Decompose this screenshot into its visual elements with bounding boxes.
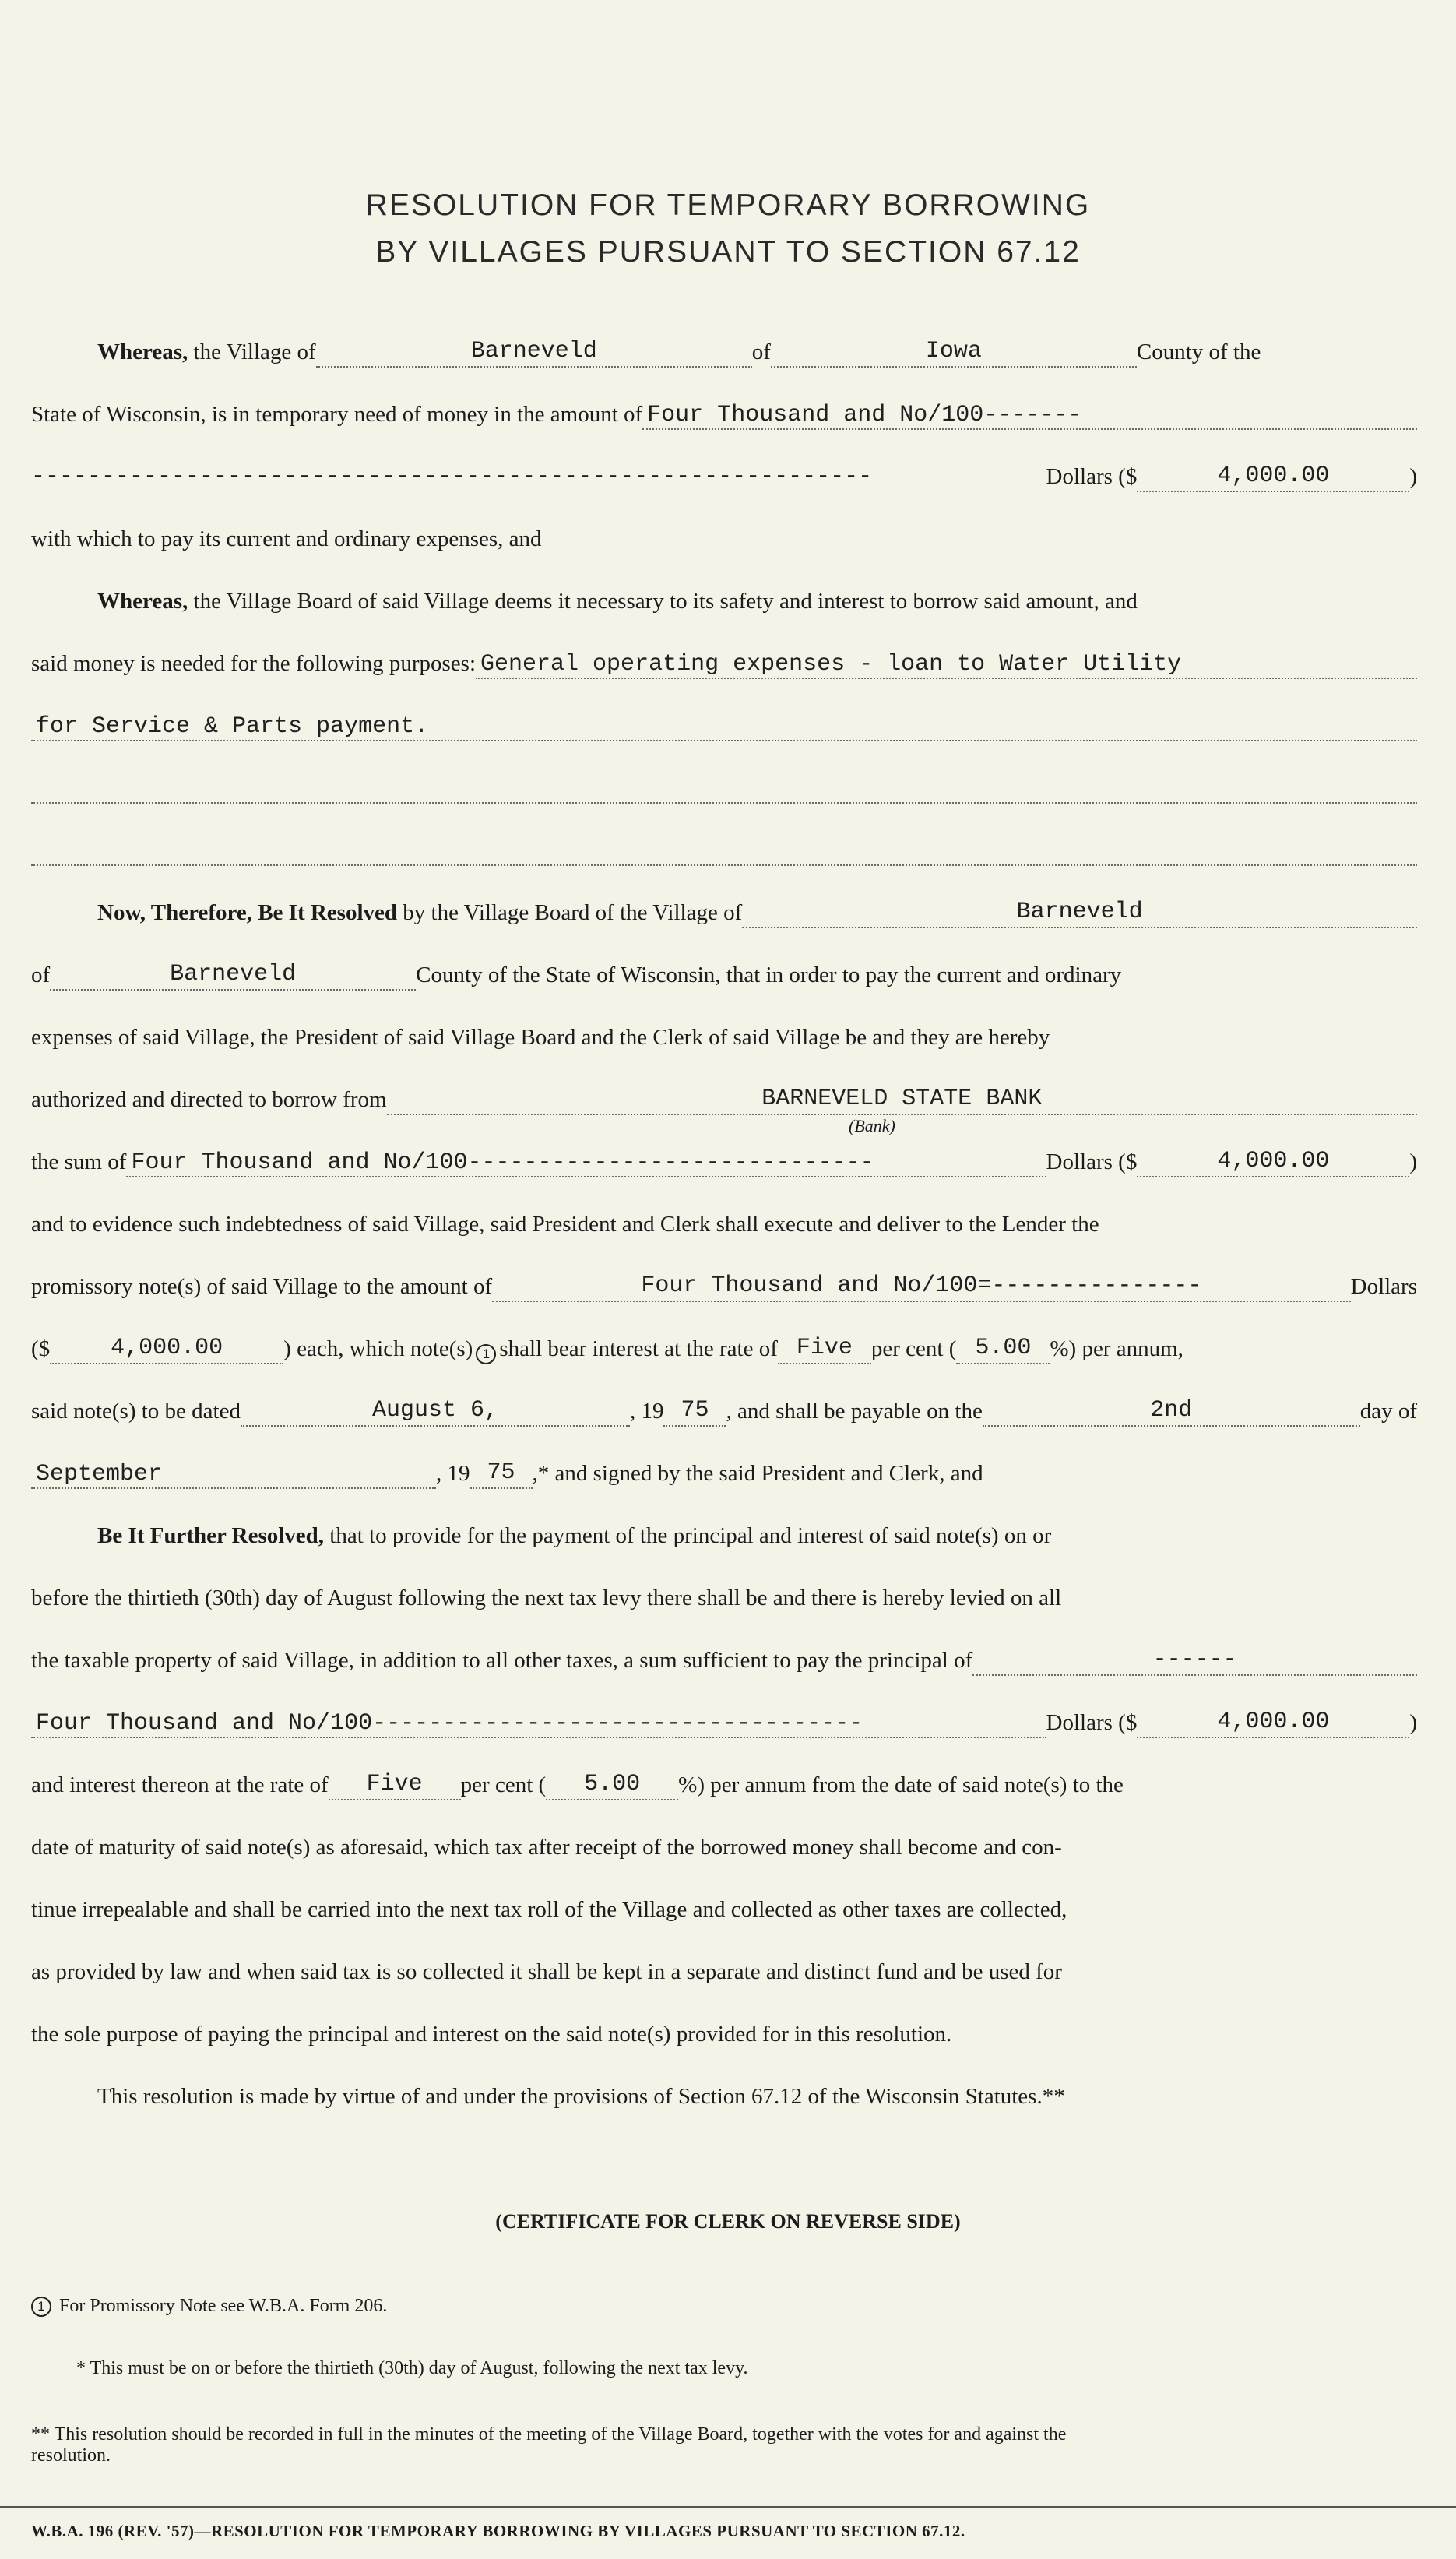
text: ) — [1409, 1710, 1417, 1735]
title-line-2: BY VILLAGES PURSUANT TO SECTION 67.12 — [375, 235, 1081, 269]
footnote-1 — [31, 2296, 387, 2317]
whereas1-line2 — [31, 396, 1417, 430]
text: before the thirtieth (30th) day of August following the next tax levy there shall be and there is hereby levied on all — [31, 1586, 1062, 1610]
text: ) — [1409, 464, 1417, 489]
purpose-field-2[interactable]: for Service & Parts payment. — [31, 713, 1417, 741]
further-line8 — [31, 1953, 1417, 1987]
whereas1-line1 — [97, 333, 1417, 368]
resolved-county-field[interactable]: Barneveld — [50, 961, 416, 991]
text: of — [31, 963, 51, 987]
whereas-lead: Whereas, — [97, 589, 188, 614]
certificate-note: (CERTIFICATE FOR CLERK ON REVERSE SIDE) — [495, 2210, 961, 2233]
village-field[interactable]: Barneveld — [316, 338, 752, 368]
resolved-line3 — [31, 1019, 1417, 1053]
purpose-field-1[interactable]: General operating expenses - loan to Water Utility — [476, 651, 1417, 679]
whereas1-line3 — [31, 458, 1417, 492]
interest-rate-field[interactable]: 5.00 — [546, 1771, 678, 1800]
text: tinue irrepealable and shall be carried into the next tax roll of the Village and collected as other taxes are collected, — [31, 1897, 1067, 1922]
text: with which to pay its current and ordinary expenses, and — [31, 526, 542, 551]
whereas2-line3 — [31, 707, 1417, 741]
resolved-line4 — [31, 1081, 1417, 1115]
further-line4 — [31, 1704, 1417, 1738]
text: the taxable property of said Village, in addition to all other taxes, a sum sufficient to pay the principal of — [31, 1648, 973, 1673]
note-amount-field[interactable]: 4,000.00 — [50, 1335, 283, 1364]
text: County of the — [1136, 340, 1261, 364]
text: ) each, which note(s) — [283, 1336, 473, 1361]
further-line5 — [31, 1766, 1417, 1800]
text: said note(s) to be dated — [31, 1399, 241, 1424]
text: Dollars — [1350, 1274, 1417, 1299]
text: per cent ( — [870, 1336, 957, 1361]
whereas2-line2 — [31, 645, 1417, 679]
text: the Village of — [188, 340, 316, 364]
text: and interest thereon at the rate of — [31, 1772, 329, 1797]
text: %) per annum from the date of said note(s) to the — [678, 1772, 1124, 1797]
text: County of the State of Wisconsin, that in order to pay the current and ordinary — [416, 963, 1122, 987]
resolved-line6 — [31, 1206, 1417, 1240]
statute-line — [97, 2078, 1417, 2112]
text: day of — [1359, 1399, 1417, 1424]
text: per cent ( — [460, 1772, 547, 1797]
whereas2-line5 — [31, 832, 1417, 866]
text: the Village Board of said Village deems it necessary to its safety and interest to borrow said amount, and — [188, 589, 1138, 614]
sum-words-field[interactable]: Four Thousand and No/100----------------------------- — [126, 1149, 1046, 1177]
footnote-mark: 1 — [476, 1344, 496, 1364]
text: State of Wisconsin, is in temporary need of money in the amount of — [31, 402, 643, 427]
whereas-lead: Whereas, — [97, 340, 188, 364]
due-day-field[interactable]: 2nd — [983, 1397, 1360, 1427]
purpose-field-4[interactable] — [31, 836, 1417, 866]
footnote-3-line1: ** This resolution should be recorded in full in the minutes of the meeting of the Village Board, together with the votes for and against the — [31, 2424, 1067, 2445]
footer-rule — [0, 2506, 1456, 2508]
text: %) per annum, — [1050, 1336, 1183, 1361]
text: of — [751, 340, 771, 364]
further-line9 — [31, 2015, 1417, 2050]
text: , 19 — [436, 1461, 470, 1486]
whereas1-line4 — [31, 520, 1417, 554]
resolved-line8 — [31, 1330, 1417, 1364]
principal-words-field[interactable]: Four Thousand and No/100----------------------------------- — [31, 1710, 1046, 1738]
footnote-2: * This must be on or before the thirtieth (30th) day of August, following the next tax levy. — [76, 2358, 748, 2378]
text: ($ — [31, 1336, 51, 1361]
sum-field[interactable]: 4,000.00 — [1137, 1148, 1409, 1177]
further-line7 — [31, 1891, 1417, 1925]
text: , 19 — [629, 1399, 664, 1424]
text: Dollars ($ — [1046, 1149, 1138, 1174]
resolved-line10 — [31, 1455, 1417, 1489]
amount-words-continuation[interactable]: ------------------------------------------------------------ — [31, 463, 873, 490]
text: promissory note(s) of said Village to the amount of — [31, 1274, 493, 1299]
note-year-field[interactable]: 75 — [663, 1397, 726, 1427]
note-words-field[interactable]: Four Thousand and No/100=--------------- — [492, 1272, 1351, 1302]
resolved-line9 — [31, 1392, 1417, 1427]
county-field[interactable]: Iowa — [771, 338, 1137, 368]
text: as provided by law and when said tax is so collected it shall be kept in a separate and distinct fund and be used for — [31, 1959, 1062, 1984]
purpose-field-3[interactable] — [31, 774, 1417, 804]
interest-words-field[interactable]: Five — [329, 1771, 461, 1800]
further-line6 — [31, 1829, 1417, 1863]
text: Dollars ($ — [1046, 1710, 1138, 1735]
text: ,* and signed by the said President and Clerk, and — [532, 1461, 983, 1486]
resolved-lead: Now, Therefore, Be It Resolved — [97, 900, 398, 925]
footnote-3 — [31, 2424, 1425, 2466]
text: said money is needed for the following purposes: — [31, 651, 477, 676]
further-line2 — [31, 1579, 1417, 1614]
text: , and shall be payable on the — [726, 1399, 983, 1424]
text: authorized and directed to borrow from — [31, 1087, 387, 1112]
resolved-line5 — [31, 1143, 1417, 1177]
text: the sum of — [31, 1149, 127, 1174]
whereas2-line4 — [31, 769, 1417, 804]
text: expenses of said Village, the President of said Village Board and the Clerk of said Village be and they are hereby — [31, 1025, 1050, 1050]
resolved-village-field[interactable]: Barneveld — [742, 899, 1417, 928]
due-month-field[interactable]: September — [31, 1461, 436, 1489]
resolved-line2 — [31, 956, 1417, 991]
bank-caption: (Bank) — [849, 1116, 895, 1135]
rate-words-field[interactable]: Five — [778, 1335, 871, 1364]
footnote-mark: 1 — [31, 2297, 51, 2317]
note-date-field[interactable]: August 6, — [241, 1397, 630, 1427]
amount-field[interactable]: 4,000.00 — [1137, 463, 1409, 492]
text: Dollars ($ — [1046, 464, 1138, 489]
text: that to provide for the payment of the principal and interest of said note(s) on or — [324, 1523, 1052, 1548]
whereas2-line1 — [97, 583, 1417, 617]
text: and to evidence such indebtedness of said Village, said President and Clerk shall execute and deliver to the Lender the — [31, 1212, 1099, 1237]
text: ) — [1409, 1149, 1417, 1174]
amount-words-field[interactable]: Four Thousand and No/100------- — [642, 402, 1417, 430]
lender-field[interactable]: BARNEVELD STATE BANK — [387, 1086, 1417, 1115]
further-lead: Be It Further Resolved, — [97, 1523, 325, 1548]
rate-field[interactable]: 5.00 — [956, 1335, 1050, 1364]
principal-words-head[interactable]: ------ — [972, 1646, 1417, 1676]
further-line3 — [31, 1642, 1417, 1676]
text: by the Village Board of the Village of — [397, 900, 743, 925]
due-year-field[interactable]: 75 — [470, 1459, 533, 1489]
title-line-1: RESOLUTION FOR TEMPORARY BORROWING — [365, 188, 1091, 222]
statute-text: This resolution is made by virtue of and under the provisions of Section 67.12 of the Wisconsin Statutes.** — [97, 2084, 1065, 2109]
text: shall bear interest at the rate of — [499, 1336, 778, 1361]
resolved-line7 — [31, 1268, 1417, 1302]
text: date of maturity of said note(s) as aforesaid, which tax after receipt of the borrowed money shall become and con- — [31, 1835, 1062, 1860]
form-footer: W.B.A. 196 (REV. '57)—RESOLUTION FOR TEMPORARY BORROWING BY VILLAGES PURSUANT TO SECTION 67.12. — [31, 2522, 965, 2540]
footnote-3-line2: resolution. — [31, 2445, 111, 2466]
footnote-1-text: For Promissory Note see W.B.A. Form 206. — [59, 2296, 388, 2316]
principal-field[interactable]: 4,000.00 — [1137, 1709, 1409, 1738]
text: the sole purpose of paying the principal and interest on the said note(s) provided for in this resolution. — [31, 2022, 952, 2047]
further-line1 — [97, 1517, 1417, 1551]
resolved-line1 — [97, 894, 1417, 928]
